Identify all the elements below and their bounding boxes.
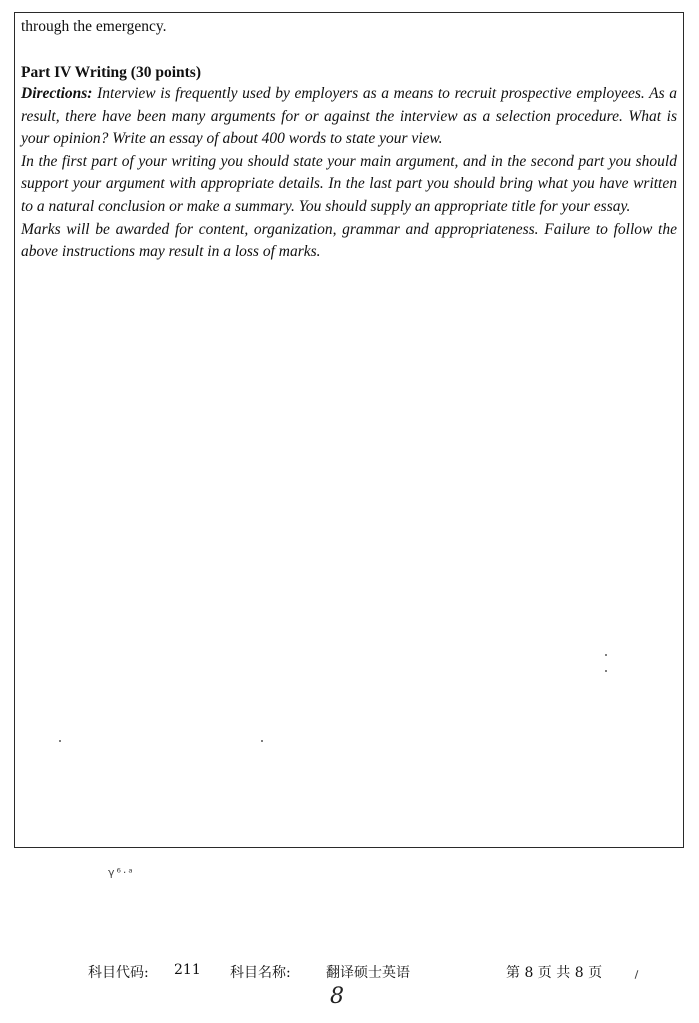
subject-code-label: 科目代码: — [88, 965, 149, 981]
directions-text-1: Interview is frequently used by employers as a means to recruit prospective employees. As a result, there have been many arguments for or against the interview as a selection procedure. What is your opinion? Write an essay of about 400 words to state your view. — [21, 85, 677, 148]
handwritten-page-number: 8 — [330, 984, 344, 1009]
directions-block — [21, 83, 677, 264]
scan-speck — [605, 670, 607, 672]
directions-label: Directions: — [21, 85, 93, 102]
carryover-text: through the emergency. — [21, 18, 167, 35]
scan-speck — [59, 740, 61, 742]
section-heading: Part IV Writing (30 points) — [21, 64, 201, 81]
directions-paragraph-3: Marks will be awarded for content, organization, grammar and appropriateness. Failure to follow the above instructions may result in a loss of marks. — [21, 220, 677, 261]
subject-name-label: 科目名称: — [230, 965, 291, 981]
directions-paragraph-1 — [21, 83, 677, 151]
subject-name: 翻译硕士英语 — [326, 965, 410, 981]
subject-code: 211 — [174, 962, 201, 978]
page-info: 第 8 页 共 8 页 — [506, 965, 603, 981]
directions-paragraph-2: In the first part of your writing you should state your main argument, and in the second part you should support your argument with appropriate details. In the last part you should bring what you have written to a natural conclusion or make a summary. You should supply an appropriate title for your essay. — [21, 152, 677, 215]
scan-speck — [605, 654, 607, 656]
scan-speck — [261, 740, 263, 742]
stray-handwriting: γ⁶·ᵃ — [108, 866, 135, 879]
answer-box — [14, 12, 684, 848]
page-footer — [0, 962, 699, 984]
